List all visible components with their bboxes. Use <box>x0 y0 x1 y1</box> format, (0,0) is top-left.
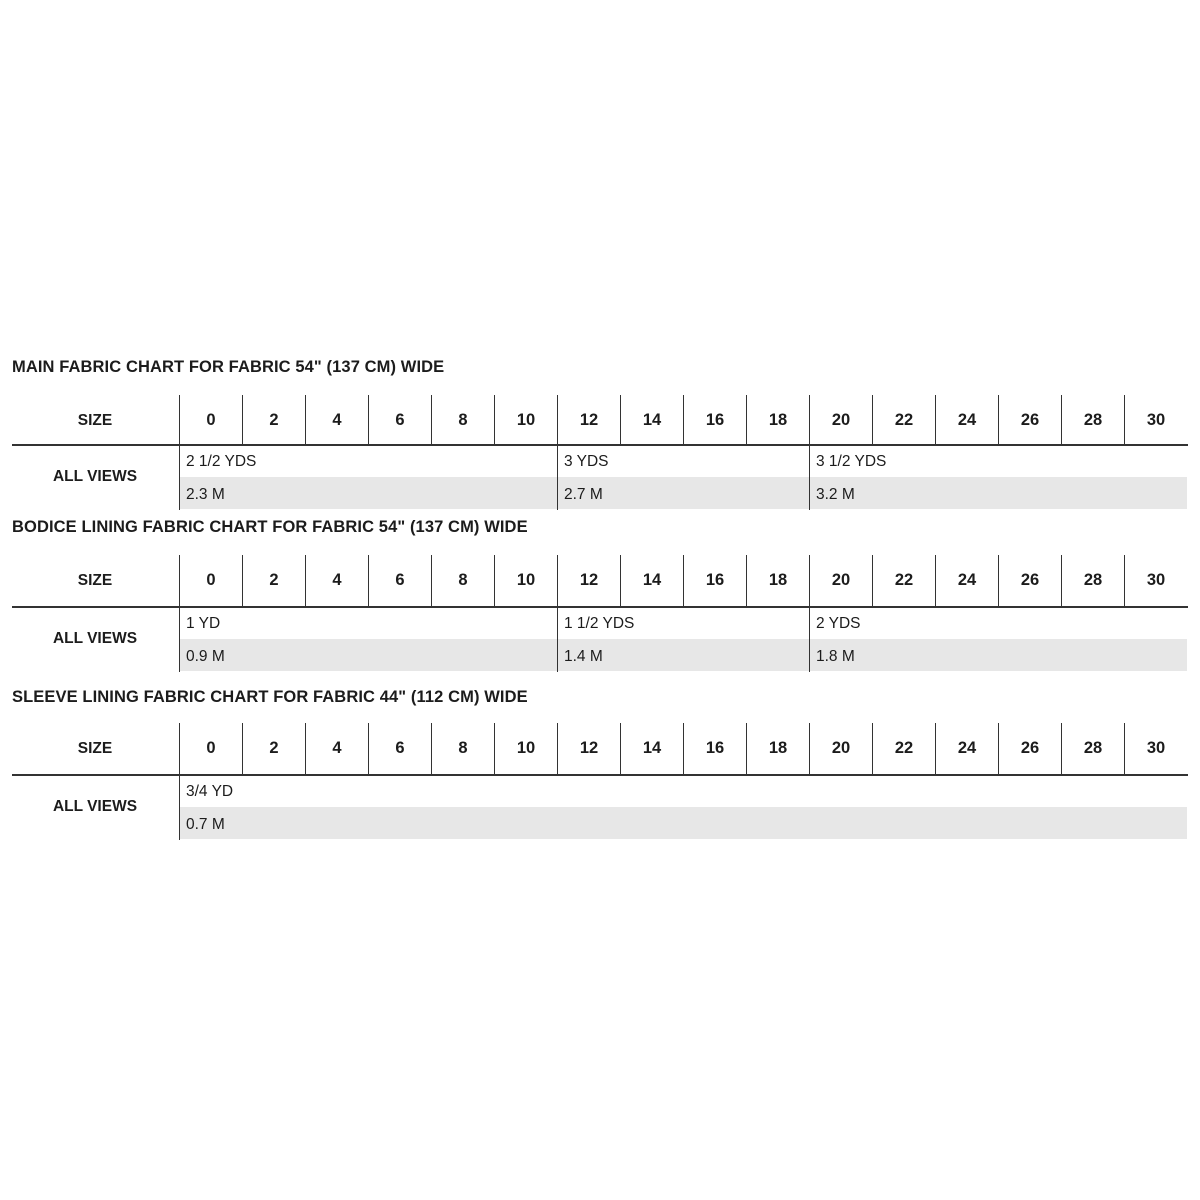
size-cell: 18 <box>746 723 809 774</box>
meterage-value: 2.7 M <box>564 486 603 503</box>
size-cell: 28 <box>1061 395 1124 446</box>
size-cell: 4 <box>305 723 368 774</box>
size-cell: 12 <box>557 723 620 774</box>
chart-title: SLEEVE LINING FABRIC CHART FOR FABRIC 44" (112 CM) WIDE <box>12 688 528 706</box>
size-cell: 12 <box>557 395 620 446</box>
yardage-value: 3 YDS <box>564 453 609 470</box>
size-cell: 26 <box>998 395 1061 446</box>
size-cell: 16 <box>683 395 746 446</box>
yardage-value: 3/4 YD <box>186 783 234 800</box>
size-row-label: SIZE <box>77 740 113 757</box>
size-cell: 18 <box>746 555 809 606</box>
yardage-value: 2 1/2 YDS <box>186 453 257 470</box>
size-cell: 24 <box>935 395 998 446</box>
size-cell: 0 <box>179 723 242 774</box>
size-cell: 20 <box>809 723 872 774</box>
size-cell: 2 <box>242 723 305 774</box>
size-cell: 26 <box>998 555 1061 606</box>
fabric-amount-group <box>179 606 557 672</box>
size-cell: 22 <box>872 395 935 446</box>
fabric-amount-group <box>179 774 1187 840</box>
meterage-value: 3.2 M <box>816 486 855 503</box>
fabric-amount-group <box>557 606 809 672</box>
size-cell: 8 <box>431 395 494 446</box>
all-views-label: ALL VIEWS <box>52 468 138 485</box>
size-cell: 14 <box>620 723 683 774</box>
size-cell: 16 <box>683 723 746 774</box>
size-cell: 24 <box>935 723 998 774</box>
size-cell: 4 <box>305 555 368 606</box>
size-cell: 28 <box>1061 723 1124 774</box>
size-cell: 28 <box>1061 555 1124 606</box>
size-cell: 22 <box>872 723 935 774</box>
size-cell: 22 <box>872 555 935 606</box>
size-cell: 10 <box>494 555 557 606</box>
size-cell: 0 <box>179 395 242 446</box>
meterage-value: 1.8 M <box>816 648 855 665</box>
yardage-value: 3 1/2 YDS <box>816 453 887 470</box>
fabric-amount-group <box>809 444 1187 510</box>
size-cell: 20 <box>809 395 872 446</box>
size-cell: 10 <box>494 395 557 446</box>
size-cell: 2 <box>242 395 305 446</box>
size-cell: 14 <box>620 395 683 446</box>
size-cell: 2 <box>242 555 305 606</box>
size-cell: 30 <box>1124 723 1187 774</box>
size-cell: 6 <box>368 555 431 606</box>
fabric-amount-group <box>809 606 1187 672</box>
yardage-value: 1 YD <box>186 615 221 632</box>
yardage-value: 1 1/2 YDS <box>564 615 635 632</box>
size-row-label: SIZE <box>77 412 113 429</box>
size-cell: 24 <box>935 555 998 606</box>
meterage-value: 0.9 M <box>186 648 225 665</box>
size-cell: 10 <box>494 723 557 774</box>
yardage-value: 2 YDS <box>816 615 861 632</box>
chart-title: BODICE LINING FABRIC CHART FOR FABRIC 54" (137 CM) WIDE <box>12 518 528 536</box>
chart-title: MAIN FABRIC CHART FOR FABRIC 54" (137 CM) WIDE <box>12 358 445 376</box>
meterage-value: 0.7 M <box>186 816 225 833</box>
size-cell: 6 <box>368 723 431 774</box>
size-cell: 20 <box>809 555 872 606</box>
size-cell: 16 <box>683 555 746 606</box>
fabric-amount-group <box>557 444 809 510</box>
size-cell: 14 <box>620 555 683 606</box>
all-views-label: ALL VIEWS <box>52 798 138 815</box>
size-cell: 12 <box>557 555 620 606</box>
size-cell: 4 <box>305 395 368 446</box>
meterage-value: 1.4 M <box>564 648 603 665</box>
size-cell: 8 <box>431 555 494 606</box>
size-cell: 30 <box>1124 555 1187 606</box>
meterage-value: 2.3 M <box>186 486 225 503</box>
size-cell: 18 <box>746 395 809 446</box>
all-views-label: ALL VIEWS <box>52 630 138 647</box>
size-cell: 0 <box>179 555 242 606</box>
fabric-amount-group <box>179 444 557 510</box>
size-cell: 8 <box>431 723 494 774</box>
size-cell: 6 <box>368 395 431 446</box>
size-cell: 30 <box>1124 395 1187 446</box>
size-cell: 26 <box>998 723 1061 774</box>
size-row-label: SIZE <box>77 572 113 589</box>
